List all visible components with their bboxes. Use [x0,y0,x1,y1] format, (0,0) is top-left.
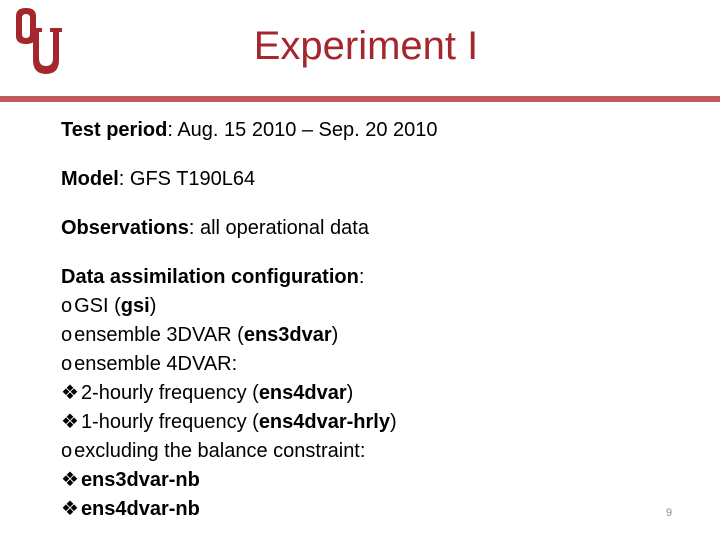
list-item [61,379,701,408]
page-number: 9 [666,507,673,519]
bullet-marker: o [61,295,73,317]
bullet-marker: o [61,353,73,375]
item-code: ens4dvar-hrly [258,411,390,433]
item-code: ens4dvar-nb [80,498,200,520]
item-code: ens3dvar [243,324,332,346]
diamond-bullet-icon: ❖ [61,382,79,404]
item-text: ensemble 4DVAR: [74,353,238,375]
item-text: ensemble 3DVAR ( [74,324,244,346]
slide-title: Experiment I [253,24,479,68]
test-period-value: Aug. 15 2010 – Sep. 20 2010 [177,119,438,141]
list-item [61,437,701,466]
item-tail: ) [389,411,397,433]
item-text: 2-hourly frequency ( [80,382,259,404]
da-config-label: Data assimilation configuration [61,266,359,288]
list-item [61,292,701,321]
item-code: ens3dvar-nb [80,469,200,491]
bullet-marker: o [61,324,73,346]
model-sep: : [118,168,130,190]
item-text: 1-hourly frequency ( [80,411,259,433]
item-code: gsi [120,295,150,317]
diamond-bullet-icon: ❖ [61,469,79,491]
item-text: excluding the balance constraint: [74,440,366,462]
model-label: Model [61,168,119,190]
da-config-list [61,292,701,524]
da-config-block [61,263,701,524]
header-divider [0,96,720,102]
diamond-bullet-icon: ❖ [61,411,79,433]
observations-label: Observations [61,217,189,239]
list-item [61,350,701,379]
diamond-bullet-icon: ❖ [61,498,79,520]
item-tail: ) [331,324,339,346]
list-item [61,466,701,495]
test-period-sep: : [167,119,178,141]
model-line [61,165,701,194]
observations-line [61,214,701,243]
item-tail: ) [346,382,354,404]
list-item [61,408,701,437]
observations-sep: : [188,217,200,239]
observations-value: all operational data [199,217,369,239]
test-period-line [61,116,701,145]
item-tail: ) [149,295,157,317]
bullet-marker: o [61,440,73,462]
item-code: ens4dvar [258,382,347,404]
da-config-sep: : [358,266,365,288]
list-item [61,495,701,524]
slide-body [61,116,701,524]
model-value: GFS T190L64 [129,168,256,190]
test-period-label: Test period [61,119,168,141]
item-text: GSI ( [74,295,121,317]
da-config-heading [61,263,701,292]
list-item [61,321,701,350]
